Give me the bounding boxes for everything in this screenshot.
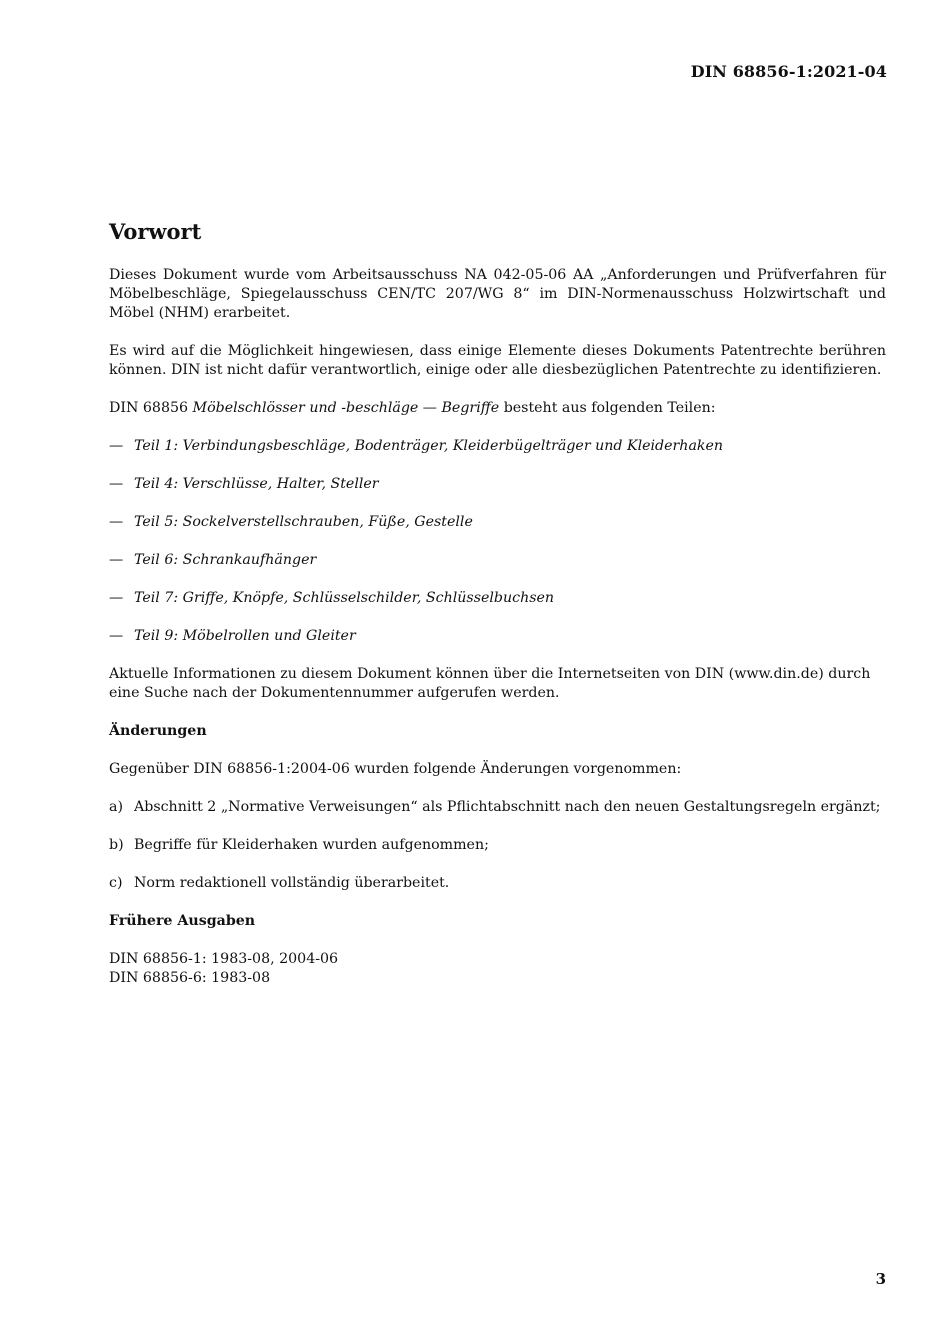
list-item <box>109 513 886 532</box>
paragraph-series-intro <box>109 399 886 418</box>
list-item <box>109 798 886 817</box>
foreword-section <box>109 218 886 988</box>
series-title: Möbelschlösser und -beschläge — Begriffe <box>192 400 500 416</box>
series-suffix: besteht aus folgenden Teilen: <box>499 400 716 416</box>
list-item <box>109 589 886 608</box>
page-number: 3 <box>875 1270 886 1288</box>
alpha-marker: a) <box>109 799 123 815</box>
changes-heading: Änderungen <box>109 723 207 739</box>
dash-marker: — <box>109 514 124 530</box>
section-title: Vorwort <box>109 219 202 244</box>
alpha-marker: b) <box>109 837 124 853</box>
part-title: Teil 1: Verbindungsbeschläge, Bodenträger, Kleiderbügelträger und Kleiderhaken <box>134 438 724 454</box>
edition-line: DIN 68856-1: 1983-08, 2004-06 <box>109 951 339 967</box>
series-prefix: DIN 68856 <box>109 400 193 416</box>
change-text: Norm redaktionell vollständig überarbeitet. <box>134 875 450 891</box>
list-item <box>109 874 886 893</box>
paragraph-committee: Dieses Dokument wurde vom Arbeitsausschuss NA 042-05-06 AA „Anforderungen und Prüfverfahren für Möbelbeschläge, Spiegelausschuss CEN/TC 207/WG 8“ im DIN-Normenausschuss Holzwirtschaft und Möbel (NHM) erarbeitet. <box>109 267 886 321</box>
changes-intro: Gegenüber DIN 68856-1:2004-06 wurden folgende Änderungen vorgenommen: <box>109 761 682 777</box>
document-number: DIN 68856-1:2021-04 <box>690 62 887 81</box>
change-text: Abschnitt 2 „Normative Verweisungen“ als Pflichtabschnitt nach den neuen Gestaltungsregeln ergänzt; <box>134 799 881 815</box>
list-item <box>109 836 886 855</box>
part-title: Teil 7: Griffe, Knöpfe, Schlüsselschilder, Schlüsselbuchsen <box>134 590 555 606</box>
earlier-editions-list <box>109 950 886 988</box>
part-title: Teil 6: Schrankaufhänger <box>134 552 317 568</box>
list-item <box>109 475 886 494</box>
earlier-editions-heading: Frühere Ausgaben <box>109 913 256 929</box>
list-item <box>109 551 886 570</box>
list-item <box>109 437 886 456</box>
dash-marker: — <box>109 628 124 644</box>
list-item <box>109 627 886 646</box>
change-text: Begriffe für Kleiderhaken wurden aufgenommen; <box>134 837 489 853</box>
alpha-marker: c) <box>109 875 123 891</box>
dash-marker: — <box>109 590 124 606</box>
edition-line: DIN 68856-6: 1983-08 <box>109 970 271 986</box>
part-title: Teil 9: Möbelrollen und Gleiter <box>134 628 356 644</box>
paragraph-patent-notice: Es wird auf die Möglichkeit hingewiesen, dass einige Elemente dieses Dokuments Patentrechte berühren können. DIN ist nicht dafür verantwortlich, einige oder alle diesbezüglichen Patentrechte zu identifizieren. <box>109 343 886 378</box>
dash-marker: — <box>109 476 124 492</box>
part-title: Teil 5: Sockelverstellschrauben, Füße, Gestelle <box>134 514 473 530</box>
paragraph-info: Aktuelle Informationen zu diesem Dokument können über die Internetseiten von DIN (www.din.de) durch eine Suche nach der Dokumentennummer aufgerufen werden. <box>109 666 871 701</box>
dash-marker: — <box>109 438 124 454</box>
part-title: Teil 4: Verschlüsse, Halter, Steller <box>134 476 379 492</box>
dash-marker: — <box>109 552 124 568</box>
